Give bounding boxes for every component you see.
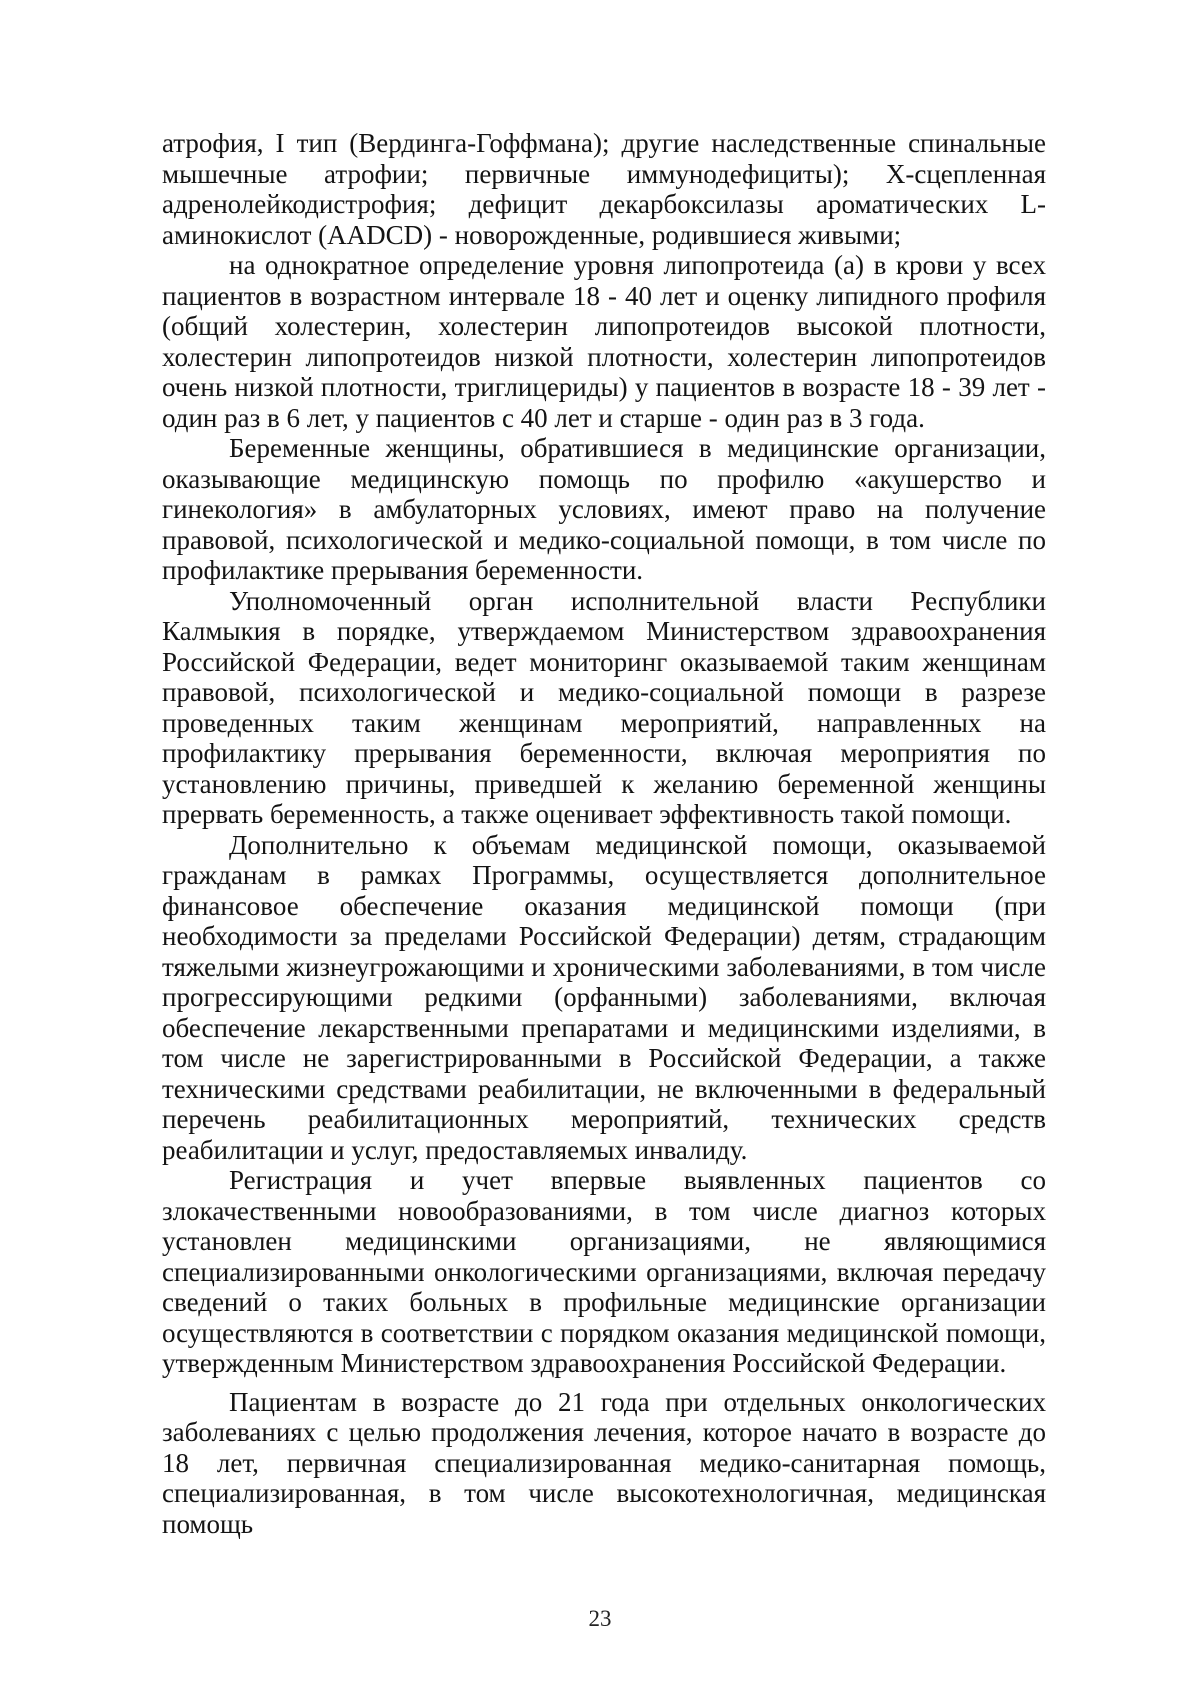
paragraph-3: Беременные женщины, обратившиеся в медицинские организации, оказывающие медицинскую помощь по профилю «акушерство и гинекология» в амбулаторных условиях, имеют право на получение правовой, психологической и медико-социальной помощи, в том числе по профилактике прерывания беременности. [162,433,1046,585]
paragraph-2: на однократное определение уровня липопротеида (а) в крови у всех пациентов в возрастном интервале 18 - 40 лет и оценку липидного профиля (общий холестерин, холестерин липопротеидов высокой плотности, холестерин липопротеидов низкой плотности, холестерин липопротеидов очень низкой плотности, триглицериды) у пациентов в возрасте 18 - 39 лет - один раз в 6 лет, у пациентов с 40 лет и старше - один раз в 3 года. [162,250,1046,433]
paragraph-5: Дополнительно к объемам медицинской помощи, оказываемой гражданам в рамках Программы, осуществляется дополнительное финансовое обеспечение оказания медицинской помощи (при необходимости за пределами Российской Федерации) детям, страдающим тяжелыми жизнеугрожающими и хроническими заболеваниями, в том числе прогрессирующими редкими (орфанными) заболеваниями, включая обеспечение лекарственными препаратами и медицинскими изделиями, в том числе не зарегистрированными в Российской Федерации, а также техническими средствами реабилитации, не включенными в федеральный перечень реабилитационных мероприятий, технических средств реабилитации и услуг, предоставляемых инвалиду. [162,829,1046,1165]
document-body [162,128,1046,1539]
paragraph-6: Регистрация и учет впервые выявленных пациентов со злокачественными новообразованиями, в том числе диагноз которых установлен медицинскими организациями, не являющимися специализированными онкологическими организациями, включая передачу сведений о таких больных в профильные медицинские организации осуществляются в соответствии с порядком оказания медицинской помощи, утвержденным Министерством здравоохранения Российской Федерации. [162,1165,1046,1378]
page-number: 23 [588,1606,612,1631]
paragraph-4: Уполномоченный орган исполнительной власти Республики Калмыкия в порядке, утверждаемом Министерством здравоохранения Российской Федерации, ведет мониторинг оказываемой таким женщинам правовой, психологической и медико-социальной помощи в разрезе проведенных таким женщинам мероприятий, направленных на профилактику прерывания беременности, включая мероприятия по установлению причины, приведшей к желанию беременной женщины прервать беременность, а также оценивает эффективность такой помощи. [162,585,1046,829]
paragraph-1: атрофия, I тип (Вердинга-Гоффмана); другие наследственные спинальные мышечные атрофии; первичные иммунодефициты); X-сцепленная адренолейкодистрофия; дефицит декарбоксилазы ароматических L-аминокислот (AADCD) - новорожденные, родившиеся живыми; [162,128,1046,250]
paragraph-7: Пациентам в возрасте до 21 года при отдельных онкологических заболеваниях с целью продолжения лечения, которое начато в возрасте до 18 лет, первичная специализированная медико-санитарная помощь, специализированная, в том числе высокотехнологичная, медицинская помощь [162,1386,1046,1539]
